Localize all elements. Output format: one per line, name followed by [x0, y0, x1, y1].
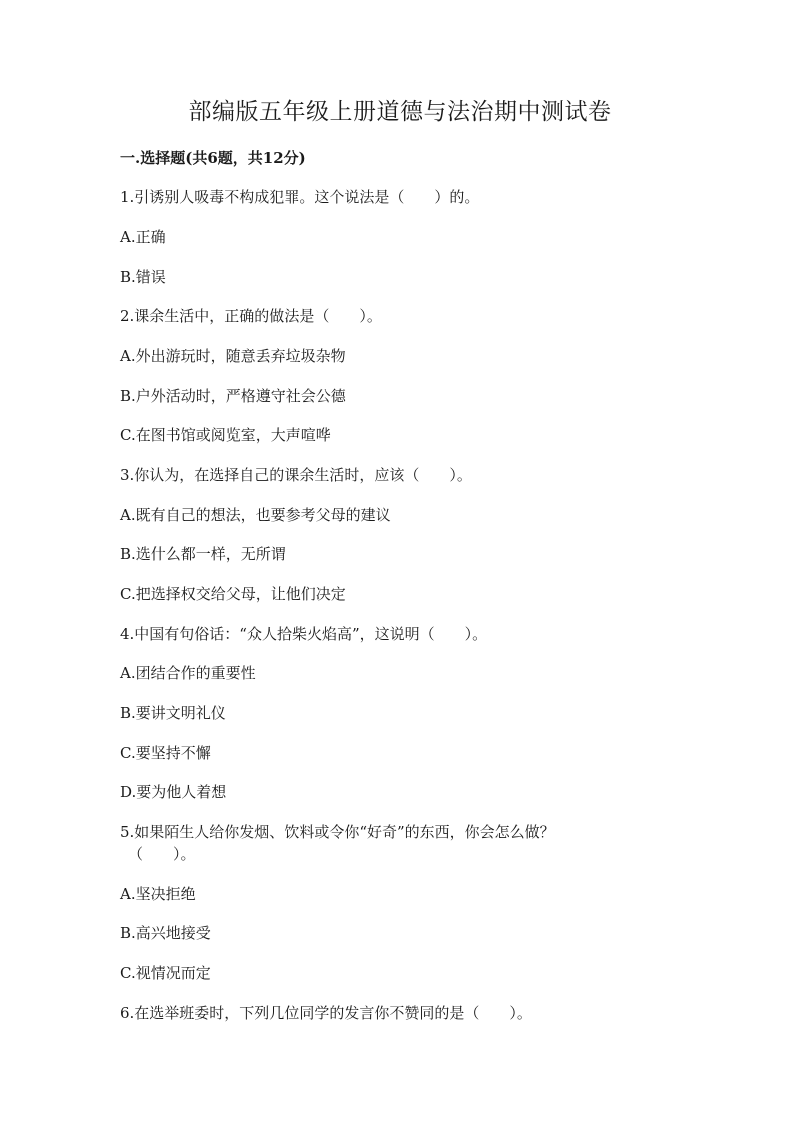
question-5-option-a: A.坚决拒绝 [120, 885, 196, 903]
question-6-stem: 6.在选举班委时，下列几位同学的发言你不赞同的是（ ）。 [120, 1004, 532, 1022]
question-4-stem: 4.中国有句俗话：“众人拾柴火焰高”，这说明（ ）。 [120, 625, 488, 643]
question-4-option-b: B.要讲文明礼仪 [120, 704, 226, 722]
section-heading: 一.选择题(共6题，共12分) [120, 149, 306, 167]
question-4-option-d: D.要为他人着想 [120, 783, 227, 801]
question-1-stem: 1.引诱别人吸毒不构成犯罪。这个说法是（ ）的。 [120, 188, 480, 206]
question-2-stem: 2.课余生活中，正确的做法是（ ）。 [120, 307, 382, 325]
question-5-stem: 5.如果陌生人给你发烟、饮料或令你“好奇”的东西，你会怎么做？ [120, 823, 555, 841]
exam-title: 部编版五年级上册道德与法治期中测试卷 [188, 99, 612, 125]
question-3-option-c: C.把选择权交给父母，让他们决定 [120, 585, 346, 603]
question-4-option-a: A.团结合作的重要性 [120, 664, 256, 682]
question-1-option-a: A.正确 [120, 228, 166, 246]
question-2-option-c: C.在图书馆或阅览室，大声喧哗 [120, 426, 331, 444]
question-3-option-b: B.选什么都一样，无所谓 [120, 545, 286, 563]
question-5-stem-continuation: （ ）。 [128, 845, 196, 863]
question-3-option-a: A.既有自己的想法，也要参考父母的建议 [120, 506, 391, 524]
question-5-option-b: B.高兴地接受 [120, 924, 211, 942]
question-3-stem: 3.你认为，在选择自己的课余生活时，应该（ ）。 [120, 466, 472, 484]
question-1-option-b: B.错误 [120, 268, 166, 286]
question-5-option-c: C.视情况而定 [120, 964, 211, 982]
question-2-option-a: A.外出游玩时，随意丢弃垃圾杂物 [120, 347, 346, 365]
question-2-option-b: B.户外活动时，严格遵守社会公德 [120, 387, 346, 405]
question-4-option-c: C.要坚持不懈 [120, 744, 211, 762]
